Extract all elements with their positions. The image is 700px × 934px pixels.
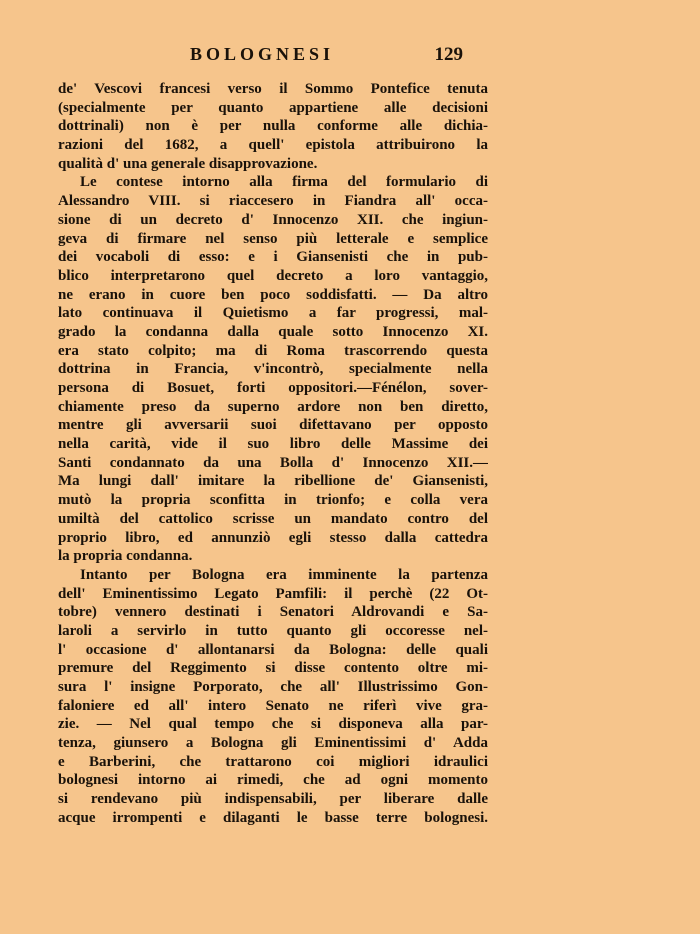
text-line: faloniere ed all' intero Senato ne riferì vive gra- <box>58 697 488 714</box>
text-line: lato continuava il Quietismo a far progressi, mal- <box>58 305 488 322</box>
running-header <box>60 44 485 68</box>
text-line: tobre) vennero destinati i Senatori Aldrovandi e Sa- <box>58 604 488 621</box>
text-line: dell' Eminentissimo Legato Pamfili: il perchè (22 Ot- <box>58 585 488 602</box>
text-line: mutò la propria sconfitta in trionfo; e colla vera <box>58 492 488 509</box>
text-line: (specialmente per quanto appartiene alle decisioni <box>58 99 488 116</box>
text-line: mentre gli avversarii suoi difettavano per opposto <box>58 417 488 434</box>
text-line: nella carità, vide il suo libro delle Massime dei <box>58 436 488 453</box>
text-line: umiltà del cattolico scrisse un mandato contro del <box>58 510 488 527</box>
text-line: laroli a servirlo in tutto quanto gli occoresse nel- <box>58 622 488 639</box>
text-line: persona di Bosuet, forti oppositori.—Fénélon, sover- <box>58 380 488 396</box>
page-number: 129 <box>434 44 463 65</box>
text-line: Ma lungi dall' imitare la ribellione de' Giansenisti, <box>58 473 488 490</box>
text-line: Alessandro VIII. si riaccesero in Fiandra all' occa- <box>58 193 488 210</box>
text-line: ne erano in cuore ben poco soddisfatti. — Da altro <box>58 286 488 303</box>
text-line: razioni del 1682, a quell' epistola attribuirono la <box>58 137 488 154</box>
text-line: acque irrompenti e dilaganti le basse terre bolognesi. <box>58 809 488 826</box>
text-line: era stato colpito; ma di Roma trascorrendo questa <box>58 342 488 359</box>
text-line: bolognesi intorno ai rimedi, che ad ogni momento <box>58 772 488 789</box>
body-text <box>58 80 488 828</box>
text-line: l' occasione d' allontanarsi da Bologna: delle quali <box>58 641 488 658</box>
text-line: sura l' insigne Porporato, che all' Illustrissimo Gon- <box>58 679 488 695</box>
paragraph-start-line: Le contese intorno alla firma del formulario di <box>80 174 488 191</box>
text-line: Santi condannato da una Bolla d' Innocenzo XII.— <box>58 454 488 471</box>
text-line: proprio libro, ed annunziò egli stesso dalla cattedra <box>58 529 488 546</box>
text-line: qualità d' una generale disapprovazione. <box>58 155 318 172</box>
paragraph-start-line: Intanto per Bologna era imminente la partenza <box>80 566 488 583</box>
text-line: grado la condanna dalla quale sotto Innocenzo XI. <box>58 323 488 340</box>
text-line: chiamente preso da superno ardore non ben diretto, <box>58 398 488 415</box>
text-line: e Barberini, che trattarono coi migliori idraulici <box>58 753 488 770</box>
text-line: si rendevano più indispensabili, per liberare dalle <box>58 791 488 808</box>
text-line: la propria condanna. <box>58 548 193 565</box>
text-line: sione di un decreto d' Innocenzo XII. che ingiun- <box>58 211 488 228</box>
text-line: geva di firmare nel senso più letterale e semplice <box>58 230 488 247</box>
text-line: dottrinali) non è per nulla conforme alle dichia- <box>58 118 488 135</box>
text-line: tenza, giunsero a Bologna gli Eminentissimi d' Adda <box>58 735 488 752</box>
text-line: de' Vescovi francesi verso il Sommo Pontefice tenuta <box>58 81 488 97</box>
text-line: dei vocaboli di esso: e i Giansenisti che in pub- <box>58 249 488 266</box>
text-line: zie. — Nel qual tempo che si disponeva alla par- <box>58 716 488 733</box>
running-title: BOLOGNESI <box>190 44 335 64</box>
text-line: premure del Reggimento si disse contento oltre mi- <box>58 660 488 677</box>
text-line: dottrina in Francia, v'incontrò, specialmente nella <box>58 361 488 378</box>
text-line: blico interpretarono quel decreto a loro vantaggio, <box>58 267 488 284</box>
